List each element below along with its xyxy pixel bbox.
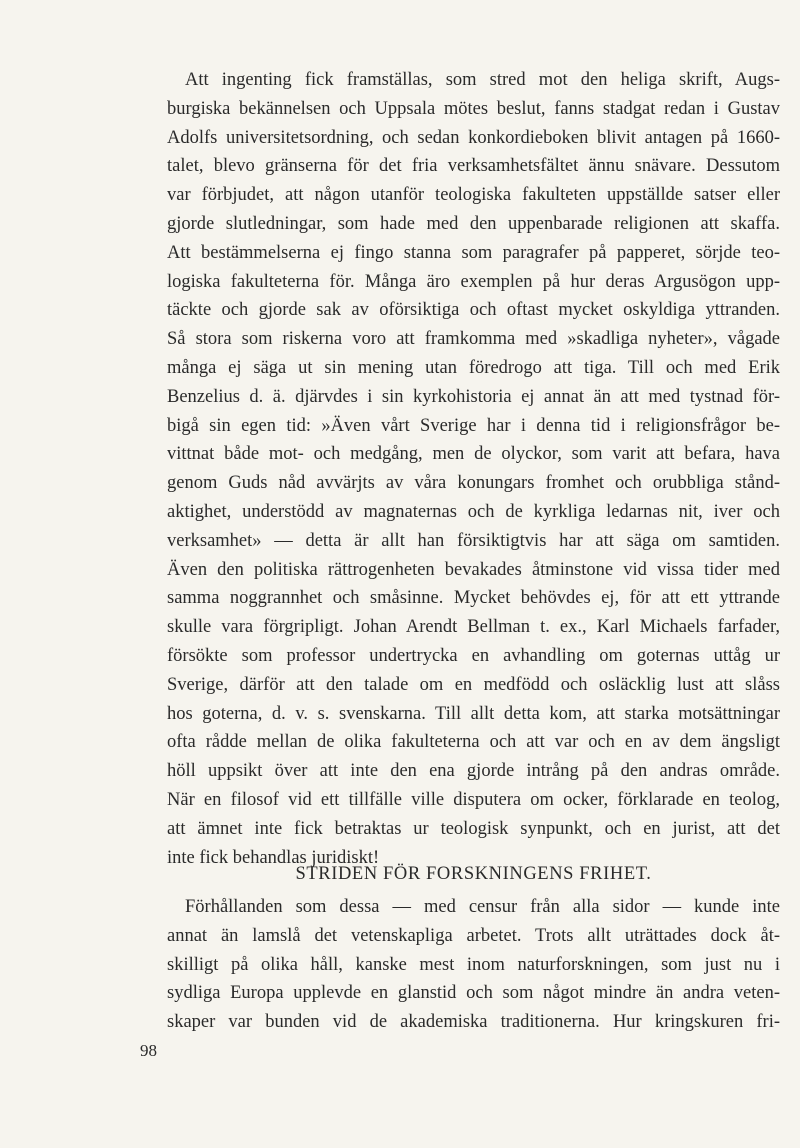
text-line: Så stora som riskerna voro att framkomma med »skadliga nyheter», vågade — [167, 329, 780, 350]
text-line: skilligt på olika håll, kanske mest inom naturforskningen, som just nu i — [167, 954, 780, 975]
text-line: ofta rådde mellan de olika fakulteterna och att var och en av dem ängsligt — [167, 732, 780, 753]
text-line: samma noggrannhet och småsinne. Mycket behövdes ej, för att ett yttrande — [167, 588, 780, 609]
text-line: genom Guds nåd avvärjts av våra konungars fromhet och orubbliga stånd- — [167, 473, 780, 494]
text-line: skulle vara förgripligt. Johan Arendt Bellman t. ex., Karl Michaels farfader, — [167, 617, 780, 638]
page-number: 98 — [140, 1041, 157, 1060]
text-line: Även den politiska rättrogenheten bevakades åtminstone vid vissa tider med — [167, 559, 780, 580]
text-line: täckte och gjorde sak av oförsiktiga och oftast mycket oskyldiga yttranden. — [167, 300, 780, 321]
text-line: Att ingenting fick framställas, som stred mot den heliga skrift, Augs- — [185, 70, 780, 90]
text-line: skaper var bunden vid de akademiska traditionerna. Hur kringskuren fri- — [167, 1012, 780, 1033]
text-line: bigå sin egen tid: »Även vårt Sverige har i denna tid i religionsfrågor be- — [167, 415, 780, 436]
text-line: att ämnet inte fick betraktas ur teologisk synpunkt, och en jurist, att det — [167, 818, 780, 839]
text-line: försökte som professor undertrycka en avhandling om goternas uttåg ur — [167, 645, 780, 666]
text-line: När en filosof vid ett tillfälle ville disputera om ocker, förklarade en teolog, — [167, 789, 780, 810]
text-line: hos goterna, d. v. s. svenskarna. Till allt detta kom, att starka motsättningar — [167, 703, 780, 724]
text-line: logiska fakulteterna för. Många äro exemplen på hur deras Argusögon upp- — [167, 271, 780, 292]
text-line: sydliga Europa upplevde en glanstid och som något mindre än andra veten- — [167, 983, 780, 1004]
text-line: vittnat både mot- och medgång, men de olyckor, som varit att befara, hava — [167, 444, 780, 465]
body-paragraph-2 — [167, 893, 780, 1037]
text-line: Förhållanden som dessa — med censur från alla sidor — kunde inte — [185, 897, 780, 917]
text-line: höll uppsikt över att inte den ena gjorde intrång på den andras område. — [167, 761, 780, 782]
text-line: gjorde slutledningar, som hade med den uppenbarade religionen att skaffa. — [167, 213, 780, 234]
text-line: var förbjudet, att någon utanför teologiska fakulteten uppställde satser eller — [167, 185, 780, 206]
text-line: Sverige, därför att den talade om en medfödd och osläcklig lust att slåss — [167, 674, 780, 695]
text-line-last: inte fick behandlas juridiskt! — [167, 847, 380, 868]
text-line: burgiska bekännelsen och Uppsala mötes beslut, fanns stadgat redan i Gustav — [167, 98, 780, 119]
section-heading: STRIDEN FÖR FORSKNINGENS FRIHET. — [295, 864, 652, 884]
text-line: annat än lamslå det vetenskapliga arbetet. Trots allt uträttades dock åt- — [167, 925, 780, 946]
text-line: Att bestämmelserna ej fingo stanna som paragrafer på papperet, sörjde teo- — [167, 242, 780, 263]
text-line: många ej säga ut sin mening utan föredrogo att tiga. Till och med Erik — [167, 357, 780, 378]
text-line: verksamhet» — detta är allt han försiktigtvis har att säga om samtiden. — [167, 530, 780, 551]
text-line: Adolfs universitetsordning, och sedan konkordieboken blivit antagen på 1660- — [167, 127, 780, 148]
text-line: aktighet, understödd av magnaternas och de kyrkliga ledarnas nit, iver och — [167, 501, 780, 522]
text-line: Benzelius d. ä. djärvdes i sin kyrkohistoria ej annat än att med tystnad för- — [167, 386, 780, 407]
text-line: talet, blevo gränserna för det fria verksamhetsfältet ännu snävare. Dessutom — [167, 156, 780, 177]
body-paragraph-1 — [167, 66, 780, 872]
